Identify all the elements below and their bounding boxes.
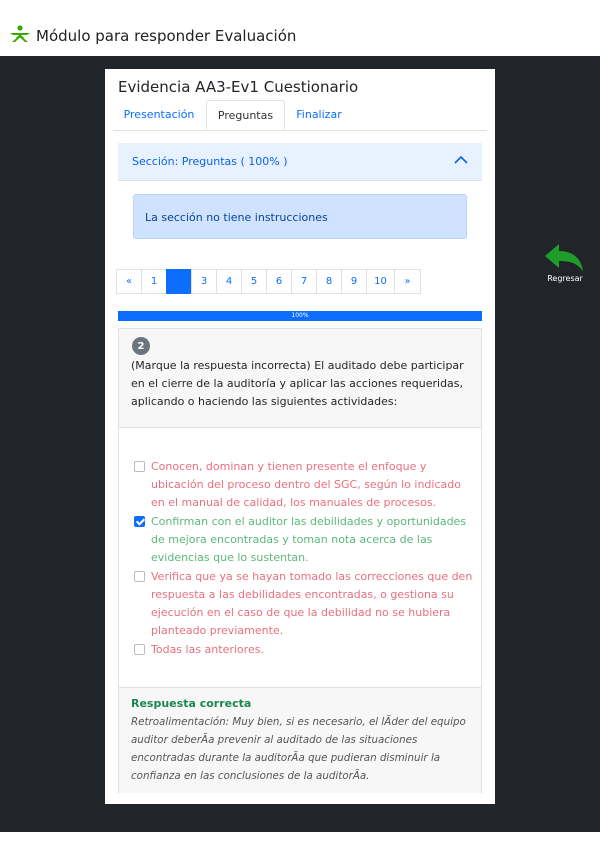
checkbox[interactable] bbox=[134, 461, 145, 472]
pagination-page[interactable]: 8 bbox=[316, 269, 342, 294]
feedback-title: Respuesta correcta bbox=[131, 697, 252, 710]
pagination-page[interactable]: 7 bbox=[291, 269, 317, 294]
section-label: Sección: Preguntas ( 100% ) bbox=[132, 155, 288, 168]
bottom-strip bbox=[0, 832, 600, 848]
tab-preguntas[interactable]: Preguntas bbox=[206, 100, 285, 130]
card-title: Evidencia AA3-Ev1 Cuestionario bbox=[118, 78, 359, 96]
back-arrow-icon bbox=[543, 243, 587, 273]
sena-logo-icon bbox=[9, 25, 31, 43]
progress-fill bbox=[118, 311, 482, 321]
answer-option-text: Confirman con el auditor las debilidades y oportunidades de mejora encontradas y toman nota acerca de las evidencias que lo sustentan. bbox=[151, 515, 467, 564]
top-bar bbox=[0, 0, 600, 56]
answer-options bbox=[134, 458, 474, 660]
question-text: (Marque la respuesta incorrecta) El auditado debe participar en el cierre de la auditoría y aplicar las acciones requeridas, aplicando o haciendo las siguientes actividades: bbox=[131, 359, 464, 408]
pagination-page[interactable]: 9 bbox=[341, 269, 367, 294]
answer-option[interactable] bbox=[134, 641, 474, 659]
answer-option[interactable] bbox=[134, 568, 474, 640]
pagination-page[interactable]: 4 bbox=[216, 269, 242, 294]
checkbox[interactable] bbox=[134, 644, 145, 655]
alert-text: La sección no tiene instrucciones bbox=[145, 211, 328, 224]
evaluation-card bbox=[105, 69, 495, 804]
page-title: Módulo para responder Evaluación bbox=[36, 27, 297, 45]
back-button[interactable] bbox=[540, 243, 590, 291]
tab-bar bbox=[113, 100, 487, 131]
question-pagination bbox=[117, 269, 421, 294]
pagination-page[interactable]: 10 bbox=[366, 269, 395, 294]
pagination-page-active[interactable]: 2 bbox=[166, 269, 192, 294]
tab-presentacion[interactable]: Presentación bbox=[123, 108, 195, 121]
question-header bbox=[119, 329, 481, 428]
answer-option-text: Todas las anteriores. bbox=[151, 643, 264, 656]
pagination-page[interactable]: 3 bbox=[191, 269, 217, 294]
progress-label: 100% bbox=[291, 312, 309, 319]
tab-finalizar[interactable]: Finalizar bbox=[296, 108, 342, 121]
answer-option[interactable] bbox=[134, 458, 474, 512]
question-number-badge: 2 bbox=[132, 337, 150, 355]
checkbox-checked[interactable] bbox=[134, 516, 145, 527]
feedback-text: Retroalimentación: Muy bien, si es necesario, el lÃder del equipo auditor deberÃa prevenir al auditado de las situaciones encontradas durante la auditorÃa que pudieran disminuir la confianza en las conclusiones de la auditorÃa. bbox=[131, 716, 466, 782]
pagination-page[interactable]: 1 bbox=[141, 269, 167, 294]
answer-option-text: Conocen, dominan y tienen presente el enfoque y ubicación del proceso dentro del SGC, según lo indicado en el manual de calidad, los manuales de procesos. bbox=[151, 460, 461, 509]
info-alert bbox=[133, 194, 467, 239]
answer-option-text: Verifica que ya se hayan tomado las correcciones que den respuesta a las debilidades encontradas, o gestiona su ejecución en el caso de que la debilidad no se hubiera planteado previamente. bbox=[151, 570, 473, 637]
feedback-panel bbox=[119, 687, 481, 793]
answer-option[interactable] bbox=[134, 513, 474, 567]
chevron-up-icon bbox=[454, 155, 468, 165]
section-accordion-header[interactable] bbox=[118, 143, 482, 181]
back-button-label: Regresar bbox=[547, 274, 583, 283]
question-box bbox=[118, 328, 482, 793]
checkbox[interactable] bbox=[134, 571, 145, 582]
pagination-prev[interactable]: « bbox=[116, 269, 142, 294]
pagination-next[interactable]: » bbox=[394, 269, 421, 294]
pagination-page[interactable]: 5 bbox=[241, 269, 267, 294]
pagination-page[interactable]: 6 bbox=[266, 269, 292, 294]
progress-bar bbox=[118, 311, 482, 321]
